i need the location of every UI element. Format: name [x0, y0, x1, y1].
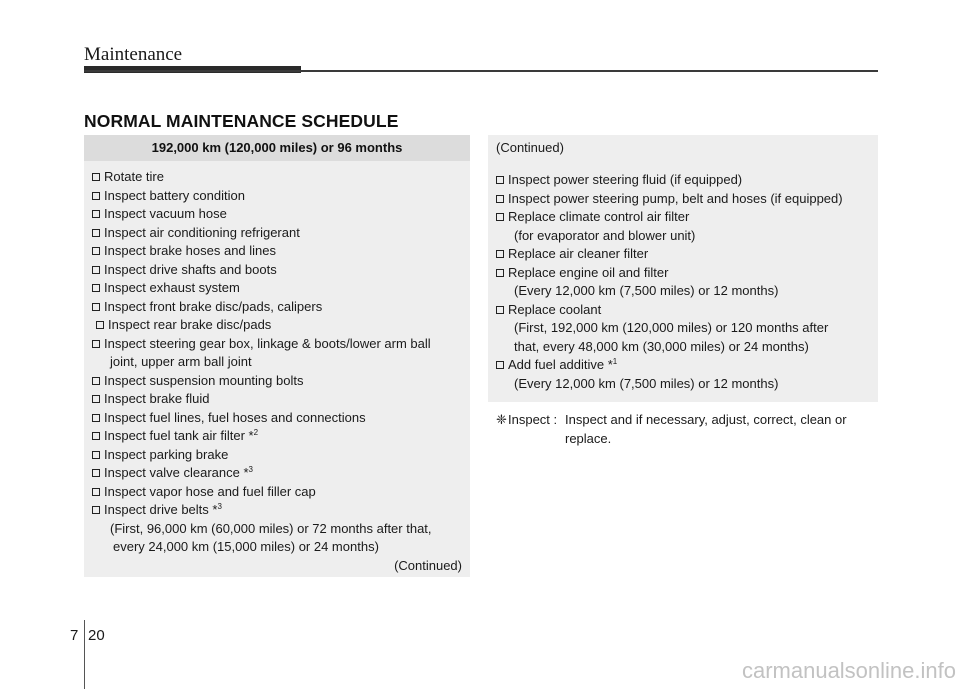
checkbox-icon [92, 266, 100, 274]
list-item-continuation: (First, 96,000 km (60,000 miles) or 72 months after that, [110, 520, 432, 536]
list-item: Inspect exhaust system [92, 279, 462, 298]
list-item: Inspect power steering pump, belt and hoses (if equipped) [496, 190, 870, 209]
checkbox-icon [96, 321, 104, 329]
checkbox-icon [92, 247, 100, 255]
list-item: Inspect rear brake disc/pads [92, 316, 462, 335]
list-item: Inspect parking brake [92, 446, 462, 465]
page-number: 20 [88, 627, 105, 644]
checkbox-icon [496, 269, 504, 277]
section-title: Maintenance [84, 44, 183, 65]
list-item: Inspect steering gear box, linkage & boots/lower arm ball [92, 335, 462, 354]
note-row [496, 411, 877, 430]
checkbox-icon [496, 213, 504, 221]
watermark: carmanualsonline.info [741, 658, 956, 683]
list-item: Inspect drive belts *$^3$ [92, 501, 462, 520]
footnote-marker: 1 [612, 357, 618, 366]
checkbox-icon [92, 377, 100, 385]
list-item: Replace engine oil and filter [496, 264, 870, 283]
list-item-continuation: joint, upper arm ball joint [110, 354, 252, 369]
checkbox-icon [92, 192, 100, 200]
checkbox-icon [92, 414, 100, 422]
list-item: Add fuel additive *$^1$ [496, 356, 870, 375]
left-panel-title: 192,000 km (120,000 miles) or 96 months [84, 135, 470, 161]
checkbox-icon [496, 195, 504, 203]
list-item: Replace coolant [496, 301, 870, 320]
list-item: Inspect vapor hose and fuel filler cap [92, 483, 462, 502]
checkbox-icon [92, 303, 100, 311]
checkbox-icon [92, 469, 100, 477]
list-item-continuation: that, every 48,000 km (30,000 miles) or 24 months) [514, 338, 809, 354]
checkbox-icon [92, 395, 100, 403]
note-label: Inspect : [508, 412, 558, 427]
page-chapter: 7 [70, 627, 79, 644]
note-text: Inspect and if necessary, adjust, correct, clean or [565, 412, 847, 427]
checkbox-icon [92, 173, 100, 181]
footnote-marker: 2 [253, 428, 259, 437]
list-item: Inspect air conditioning refrigerant [92, 224, 462, 243]
list-item: Inspect valve clearance *$^3$ [92, 464, 462, 483]
list-item: Inspect front brake disc/pads, calipers [92, 298, 462, 317]
list-item: Inspect drive shafts and boots [92, 261, 462, 280]
checkbox-icon [496, 176, 504, 184]
header-rule-thin [84, 70, 878, 72]
page-heading: NORMAL MAINTENANCE SCHEDULE [84, 111, 399, 131]
list-item: Inspect vacuum hose [92, 205, 462, 224]
footnote-marker: 3 [248, 465, 253, 474]
checkbox-icon [92, 210, 100, 218]
continued-label: (Continued) [496, 140, 564, 155]
list-item: Replace climate control air filter [496, 208, 870, 227]
inspect-note [496, 411, 877, 448]
left-schedule-panel [84, 135, 470, 577]
checkbox-icon [496, 361, 504, 369]
note-symbol-icon: ❈ [496, 412, 507, 427]
continued-label: (Continued) [394, 558, 462, 573]
list-item: Rotate tire [92, 168, 462, 187]
list-item-continuation: (for evaporator and blower unit) [514, 227, 696, 243]
list-item-continuation: (Every 12,000 km (7,500 miles) or 12 months) [514, 283, 779, 298]
checkbox-icon [92, 432, 100, 440]
footer-divider [84, 620, 85, 689]
list-item: Inspect brake hoses and lines [92, 242, 462, 261]
footnote-marker: 3 [217, 502, 222, 511]
checkbox-icon [92, 340, 100, 348]
checkbox-icon [92, 451, 100, 459]
list-item: Replace air cleaner filter [496, 245, 870, 264]
list-item: Inspect brake fluid [92, 390, 462, 409]
checkbox-icon [92, 284, 100, 292]
list-item-continuation: every 24,000 km (15,000 miles) or 24 months) [113, 539, 379, 554]
left-checklist [84, 161, 470, 557]
list-item: Inspect suspension mounting bolts [92, 372, 462, 391]
note-text-continuation: replace. [565, 430, 612, 446]
checkbox-icon [92, 229, 100, 237]
list-item: Inspect power steering fluid (if equipped) [496, 171, 870, 190]
list-item-continuation: (First, 192,000 km (120,000 miles) or 120 months after [514, 320, 829, 335]
list-item: Inspect battery condition [92, 187, 462, 206]
checkbox-icon [92, 506, 100, 514]
list-item-continuation: (Every 12,000 km (7,500 miles) or 12 months) [514, 375, 779, 391]
right-schedule-panel [488, 135, 878, 402]
checkbox-icon [496, 306, 504, 314]
list-item: Inspect fuel tank air filter *$^2$ [92, 427, 462, 446]
checkbox-icon [92, 488, 100, 496]
list-item: Inspect fuel lines, fuel hoses and connections [92, 409, 462, 428]
right-checklist [488, 171, 878, 393]
checkbox-icon [496, 250, 504, 258]
